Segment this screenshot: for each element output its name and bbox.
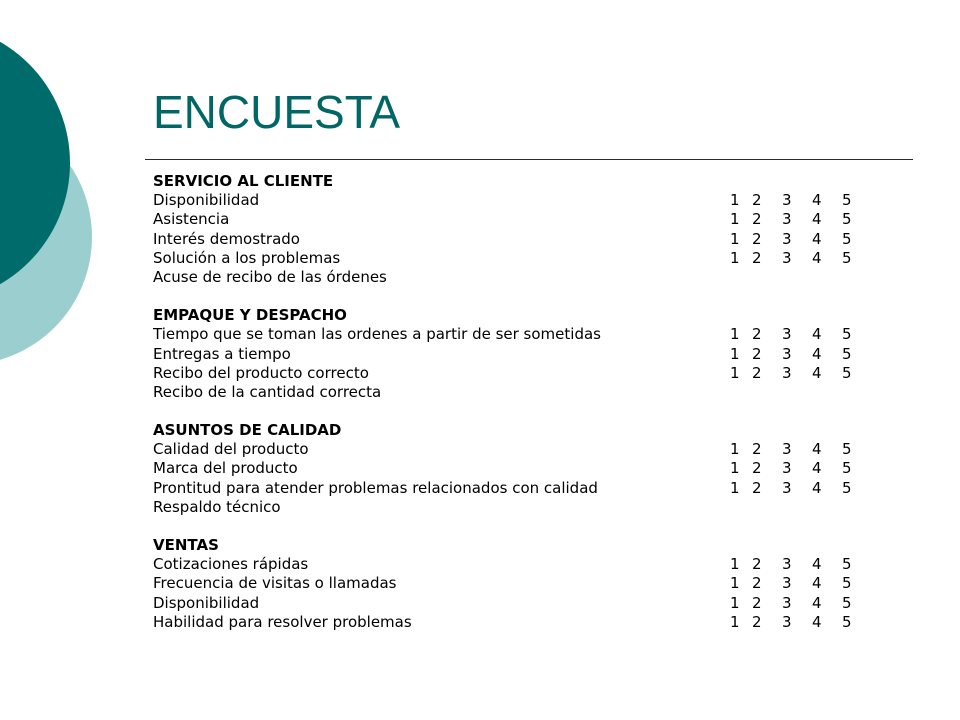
rating-option: 5: [842, 459, 852, 478]
survey-item-label: Entregas a tiempo: [153, 344, 291, 363]
rating-option: 2: [752, 248, 762, 267]
survey-item-label: Marca del producto: [153, 459, 298, 478]
survey-item: [153, 440, 893, 459]
rating-option: 5: [842, 478, 852, 497]
rating-option: 2: [752, 325, 762, 344]
rating-option: 3: [782, 191, 792, 210]
survey-section: [153, 172, 893, 287]
survey-item: [153, 325, 893, 344]
rating-option: 1: [730, 574, 740, 593]
survey-item: [153, 498, 893, 517]
rating-option: 5: [842, 612, 852, 631]
rating-option: 2: [752, 593, 762, 612]
rating-option: 2: [752, 210, 762, 229]
survey-item-label: Interés demostrado: [153, 229, 300, 248]
survey-item: [153, 594, 893, 613]
survey-item-label: Recibo del producto correcto: [153, 363, 369, 382]
survey-item-label: Tiempo que se toman las ordenes a partir de ser sometidas: [153, 325, 601, 344]
rating-option: 2: [752, 478, 762, 497]
rating-option: 4: [812, 248, 822, 267]
rating-option: 2: [752, 555, 762, 574]
survey-item-label: Cotizaciones rápidas: [153, 555, 309, 574]
rating-option: 5: [842, 344, 852, 363]
survey-item-label: Solución a los problemas: [153, 248, 341, 267]
rating-option: 3: [782, 555, 792, 574]
rating-option: 5: [842, 574, 852, 593]
rating-option: 2: [752, 459, 762, 478]
section-heading: VENTAS: [153, 536, 219, 554]
rating-option: 1: [730, 612, 740, 631]
rating-option: 1: [730, 248, 740, 267]
survey-item-label: Frecuencia de visitas o llamadas: [153, 574, 397, 593]
survey-item: [153, 210, 893, 229]
survey-item: [153, 345, 893, 364]
rating-option: 2: [752, 344, 762, 363]
survey-item: [153, 364, 893, 383]
survey-item-label: Habilidad para resolver problemas: [153, 612, 412, 631]
rating-option: 4: [812, 478, 822, 497]
survey-item: [153, 383, 893, 402]
rating-option: 1: [730, 210, 740, 229]
survey-section: [153, 536, 893, 632]
rating-option: 3: [782, 210, 792, 229]
rating-option: 2: [752, 191, 762, 210]
rating-option: 1: [730, 478, 740, 497]
survey-list: [153, 172, 893, 651]
survey-item-label: Prontitud para atender problemas relacionados con calidad: [153, 478, 598, 497]
survey-section: [153, 421, 893, 517]
rating-option: 4: [812, 612, 822, 631]
survey-item-label: Calidad del producto: [153, 440, 309, 459]
rating-option: 1: [730, 459, 740, 478]
rating-option: 5: [842, 363, 852, 382]
rating-option: 2: [752, 612, 762, 631]
survey-item-label: Asistencia: [153, 210, 230, 229]
rating-option: 3: [782, 325, 792, 344]
rating-option: 3: [782, 478, 792, 497]
rating-option: 3: [782, 612, 792, 631]
rating-option: 3: [782, 229, 792, 248]
decorative-circles: [0, 0, 120, 400]
rating-option: 4: [812, 593, 822, 612]
rating-option: 4: [812, 440, 822, 459]
survey-item: [153, 268, 893, 287]
survey-item: [153, 191, 893, 210]
rating-option: 4: [812, 574, 822, 593]
rating-option: 1: [730, 440, 740, 459]
rating-option: 1: [730, 344, 740, 363]
rating-option: 5: [842, 191, 852, 210]
rating-option: 4: [812, 344, 822, 363]
rating-option: 4: [812, 229, 822, 248]
rating-option: 5: [842, 593, 852, 612]
rating-option: 3: [782, 440, 792, 459]
rating-option: 4: [812, 191, 822, 210]
rating-option: 3: [782, 459, 792, 478]
rating-option: 3: [782, 344, 792, 363]
rating-option: 1: [730, 325, 740, 344]
survey-item: [153, 613, 893, 632]
survey-item-label: Acuse de recibo de las órdenes: [153, 267, 387, 286]
rating-option: 5: [842, 229, 852, 248]
slide-title: ENCUESTA: [153, 86, 401, 138]
survey-item: [153, 574, 893, 593]
rating-option: 1: [730, 555, 740, 574]
rating-option: 2: [752, 363, 762, 382]
rating-option: 1: [730, 363, 740, 382]
survey-item: [153, 249, 893, 268]
rating-option: 4: [812, 325, 822, 344]
rating-option: 1: [730, 593, 740, 612]
rating-option: 4: [812, 555, 822, 574]
rating-option: 4: [812, 363, 822, 382]
rating-option: 3: [782, 593, 792, 612]
rating-option: 5: [842, 555, 852, 574]
rating-option: 5: [842, 210, 852, 229]
section-heading: SERVICIO AL CLIENTE: [153, 172, 334, 190]
section-heading: EMPAQUE Y DESPACHO: [153, 306, 347, 325]
survey-item-label: Disponibilidad: [153, 593, 260, 612]
survey-item: [153, 555, 893, 574]
rating-option: 4: [812, 459, 822, 478]
rating-option: 2: [752, 574, 762, 593]
title-divider: [145, 159, 913, 160]
rating-option: 3: [782, 363, 792, 382]
survey-item: [153, 479, 893, 498]
survey-section: [153, 306, 893, 402]
rating-option: 5: [842, 248, 852, 267]
rating-option: 2: [752, 229, 762, 248]
survey-item-label: Respaldo técnico: [153, 497, 281, 516]
rating-option: 5: [842, 440, 852, 459]
rating-option: 4: [812, 210, 822, 229]
survey-item: [153, 230, 893, 249]
survey-item: [153, 459, 893, 478]
rating-option: 1: [730, 191, 740, 210]
rating-option: 1: [730, 229, 740, 248]
rating-option: 3: [782, 574, 792, 593]
survey-item-label: Disponibilidad: [153, 191, 260, 210]
survey-item-label: Recibo de la cantidad correcta: [153, 382, 382, 401]
section-heading: ASUNTOS DE CALIDAD: [153, 421, 342, 440]
rating-option: 3: [782, 248, 792, 267]
rating-option: 5: [842, 325, 852, 344]
rating-option: 2: [752, 440, 762, 459]
